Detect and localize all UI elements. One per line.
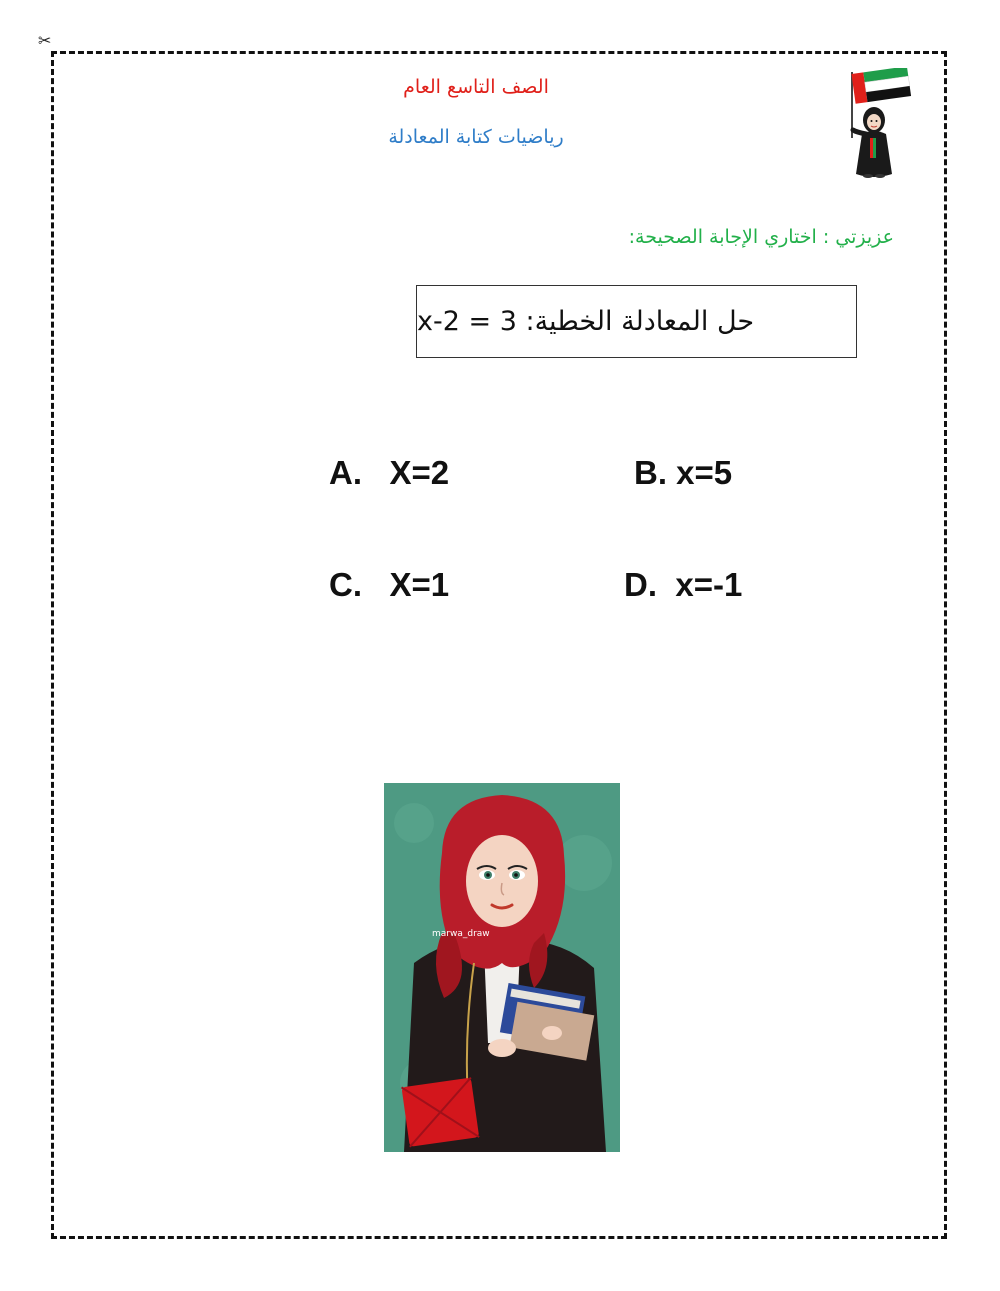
uae-flag-girl-icon (830, 68, 914, 180)
grade-title: الصف التاسع العام (403, 76, 549, 98)
watermark-text: marwa_draw (432, 929, 490, 939)
option-c[interactable]: C. X=1 (329, 566, 450, 603)
option-b[interactable]: B. x=5 (634, 454, 733, 491)
equation-text: حل المعادلة الخطية: 3 = x-2 (417, 306, 755, 337)
instruction-text: عزيزتي : اختاري الإجابة الصحيحة: (628, 226, 894, 248)
equation-box (416, 285, 857, 358)
hijab-girl-illustration (384, 783, 620, 1152)
subject-title: رياضيات كتابة المعادلة (388, 126, 564, 148)
option-a[interactable]: A. X=2 (329, 454, 450, 491)
scissors-icon: ✂ (38, 31, 52, 50)
option-d[interactable]: D. x=-1 (624, 566, 743, 603)
